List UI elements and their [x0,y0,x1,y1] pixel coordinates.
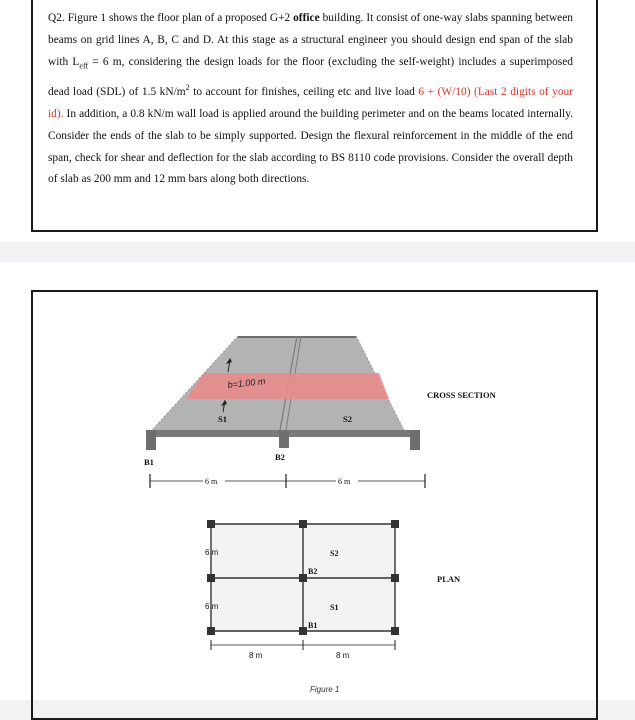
column [391,520,399,528]
slab-s2-label: S2 [343,414,352,424]
live-load-formula: 6 + (W/10) (Last 2 digits of your id). [48,85,574,120]
strip-label: b=1.00 m [227,376,266,390]
column [207,627,215,635]
plan-b2-label: B2 [308,567,318,576]
cross-section-view [144,336,497,488]
plan-b1-label: B1 [308,621,318,630]
dim-6m-right: 6 m [338,477,351,486]
question-card [0,0,635,242]
unit-strip [186,373,389,399]
column [299,520,307,528]
question-text: Q2. Figure 1 shows the floor plan of a proposed G+2 office building. It consist of one-way slabs spanning between beams on grid lines A, B, C and D. At this stage as a structural engineer you should design end span of the slab with $L_{eff} = 6$ m, considering the design loads for the floor (excluding the self-weight) includes a superimposed dead load (SDL) of 1.5 $kN/m^2$ to account for finishes, ceiling etc and live load 6 + (W/10) (Last 2 digits of your id). In addition, a 0.8 kN/m wall load is applied around the building perimeter and on the beams located internally. Consider the ends of the slab to be simply supported. Design the flexural reinforcement in the middle of the end span, check for shear and deflection for the slab according to BS 8110 code provisions. Consider the overall depth of slab as 200 mm and 12 mm bars along both directions. [48,12,574,186]
plan-6m-top: 6 m [205,548,219,557]
plan-view [205,520,461,660]
column [391,574,399,582]
beam-b1-left [146,430,156,450]
beam-b1-label: B1 [144,457,154,467]
figure-1-drawing [0,262,635,700]
slab-s1-label: S1 [218,414,227,424]
figure-card [0,262,635,700]
dim-6m-left: 6 m [205,477,218,486]
plan-8m-left: 8 m [249,651,263,660]
column [207,520,215,528]
question-label: Q2. [48,12,65,24]
column [207,574,215,582]
bold-office: office [293,12,320,24]
plan-label: PLAN [437,574,461,584]
beam-right [410,430,420,450]
plan-s2-label: S2 [330,549,339,558]
beam-b2-label: B2 [275,452,285,462]
column [299,627,307,635]
column [299,574,307,582]
cross-section-label: CROSS SECTION [427,390,496,400]
column [391,627,399,635]
figure-caption: Figure 1 [310,685,340,694]
plan-8m-right: 8 m [336,651,350,660]
plan-6m-bottom: 6 m [205,602,219,611]
beam-b2-mid [279,430,289,448]
plan-s1-label: S1 [330,603,339,612]
